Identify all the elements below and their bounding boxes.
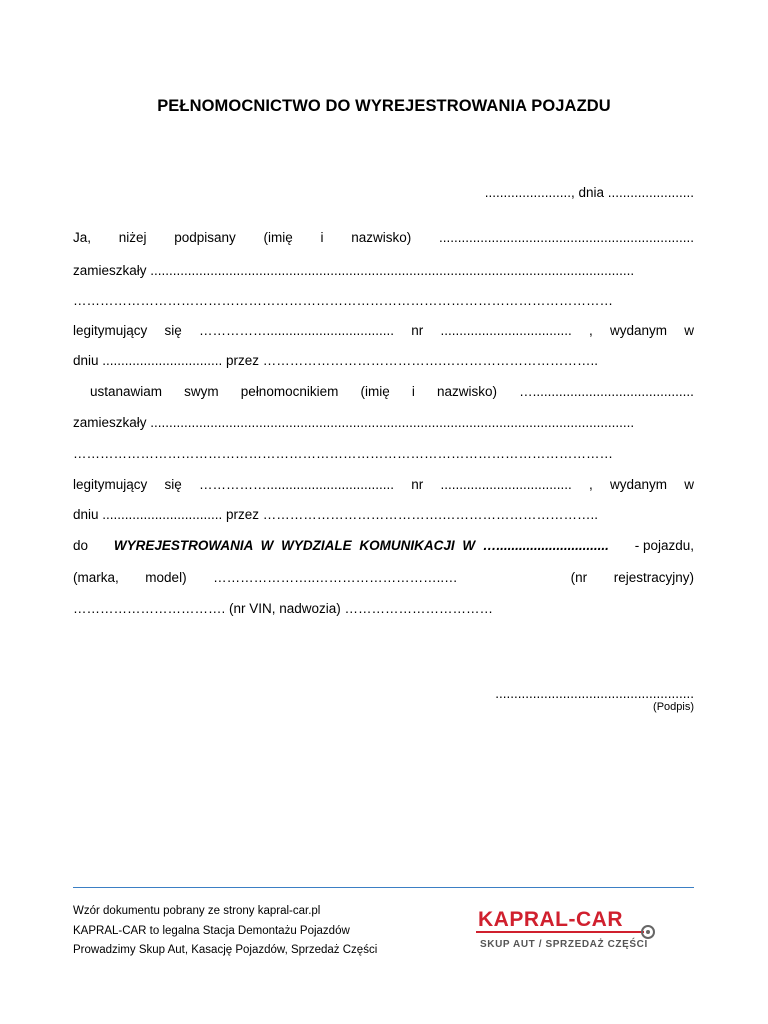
text: do bbox=[73, 538, 89, 553]
text: swym bbox=[184, 384, 219, 399]
attorney-id-row bbox=[73, 476, 694, 494]
footer-line: Wzór dokumentu pobrany ze strony kapral-car.pl bbox=[73, 905, 321, 917]
attorney-address-row: zamieszkały ................................................................................................................................. bbox=[73, 415, 635, 430]
text: pełnomocnikiem bbox=[240, 384, 339, 399]
text: ustanawiam bbox=[90, 384, 163, 399]
text: niżej bbox=[118, 230, 147, 245]
text: nazwisko) bbox=[351, 230, 412, 245]
attorney-address-continued: ………………………………………………………………………………………………………… bbox=[73, 446, 613, 461]
fill-in-blank: …………………..………………………..… bbox=[213, 570, 458, 585]
text: podpisany bbox=[174, 230, 236, 245]
logo-wordmark: KAPRAL-CAR bbox=[478, 908, 623, 931]
text: wydanym bbox=[609, 323, 667, 338]
place-date-line: ......................., dnia ....................... bbox=[484, 185, 694, 200]
footer-line: KAPRAL-CAR to legalna Stacja Demontażu Pojazdów bbox=[73, 924, 350, 937]
principal-name-row bbox=[73, 229, 694, 247]
kapral-car-logo bbox=[470, 902, 660, 958]
document-title: PEŁNOMOCNICTWO DO WYREJESTROWANIA POJAZDU bbox=[157, 97, 611, 115]
principal-id-row bbox=[73, 322, 694, 340]
fill-in-blank: …........................................... bbox=[519, 384, 694, 399]
text: się bbox=[164, 477, 182, 492]
signature-line: ..................................................... bbox=[495, 686, 694, 701]
text: (imię bbox=[360, 384, 390, 399]
fill-in-blank: …………….................................. bbox=[198, 477, 395, 492]
footer-divider bbox=[73, 887, 694, 888]
text: Ja, bbox=[73, 230, 92, 245]
text: i bbox=[320, 230, 324, 245]
attorney-name-row bbox=[90, 383, 694, 401]
fill-in-blank: …………….................................. bbox=[198, 323, 395, 338]
text: model) bbox=[145, 570, 187, 585]
text: w bbox=[684, 477, 694, 492]
purpose-row bbox=[73, 537, 694, 555]
vehicle-make-row bbox=[73, 569, 694, 587]
principal-address-row: zamieszkały ................................................................................................................................. bbox=[73, 263, 635, 278]
fill-in-blank: ................................... bbox=[440, 323, 572, 338]
purpose-emphasis: WYREJESTROWANIA W WYDZIALE KOMUNIKACJI W ….............................. bbox=[113, 538, 609, 553]
fill-in-blank: .................................................................... bbox=[438, 230, 694, 245]
text: nr bbox=[411, 323, 424, 338]
text: (nr bbox=[570, 570, 588, 585]
logo-tagline: SKUP AUT / SPRZEDAŻ CZĘŚCI bbox=[480, 939, 648, 950]
text: legitymujący bbox=[73, 477, 148, 492]
text: (marka, bbox=[73, 570, 119, 585]
text: i bbox=[411, 384, 415, 399]
footer-text bbox=[73, 902, 377, 961]
fill-in-blank: ................................... bbox=[440, 477, 572, 492]
principal-address-continued: ………………………………………………………………………………………………………… bbox=[73, 293, 613, 308]
text: nazwisko) bbox=[436, 384, 497, 399]
text: - pojazdu, bbox=[634, 538, 694, 553]
signature-label: (Podpis) bbox=[653, 701, 694, 713]
text: rejestracyjny) bbox=[613, 570, 694, 585]
text: się bbox=[164, 323, 182, 338]
principal-id-issued-row: dniu ................................ przez ………………………………….…………………………….. bbox=[73, 353, 599, 368]
footer-line: Prowadzimy Skup Aut, Kasację Pojazdów, Sprzedaż Części bbox=[73, 944, 378, 956]
text: , bbox=[588, 477, 593, 492]
vehicle-vin-row: ……………………………. (nr VIN, nadwozia) …………………………… bbox=[73, 601, 494, 616]
text: legitymujący bbox=[73, 323, 148, 338]
attorney-id-issued-row: dniu ................................ przez ………………………………….…………………………….. bbox=[73, 507, 599, 522]
text: nr bbox=[411, 477, 424, 492]
text: (imię bbox=[263, 230, 293, 245]
text: w bbox=[684, 323, 694, 338]
text: , bbox=[588, 323, 593, 338]
text: wydanym bbox=[609, 477, 667, 492]
